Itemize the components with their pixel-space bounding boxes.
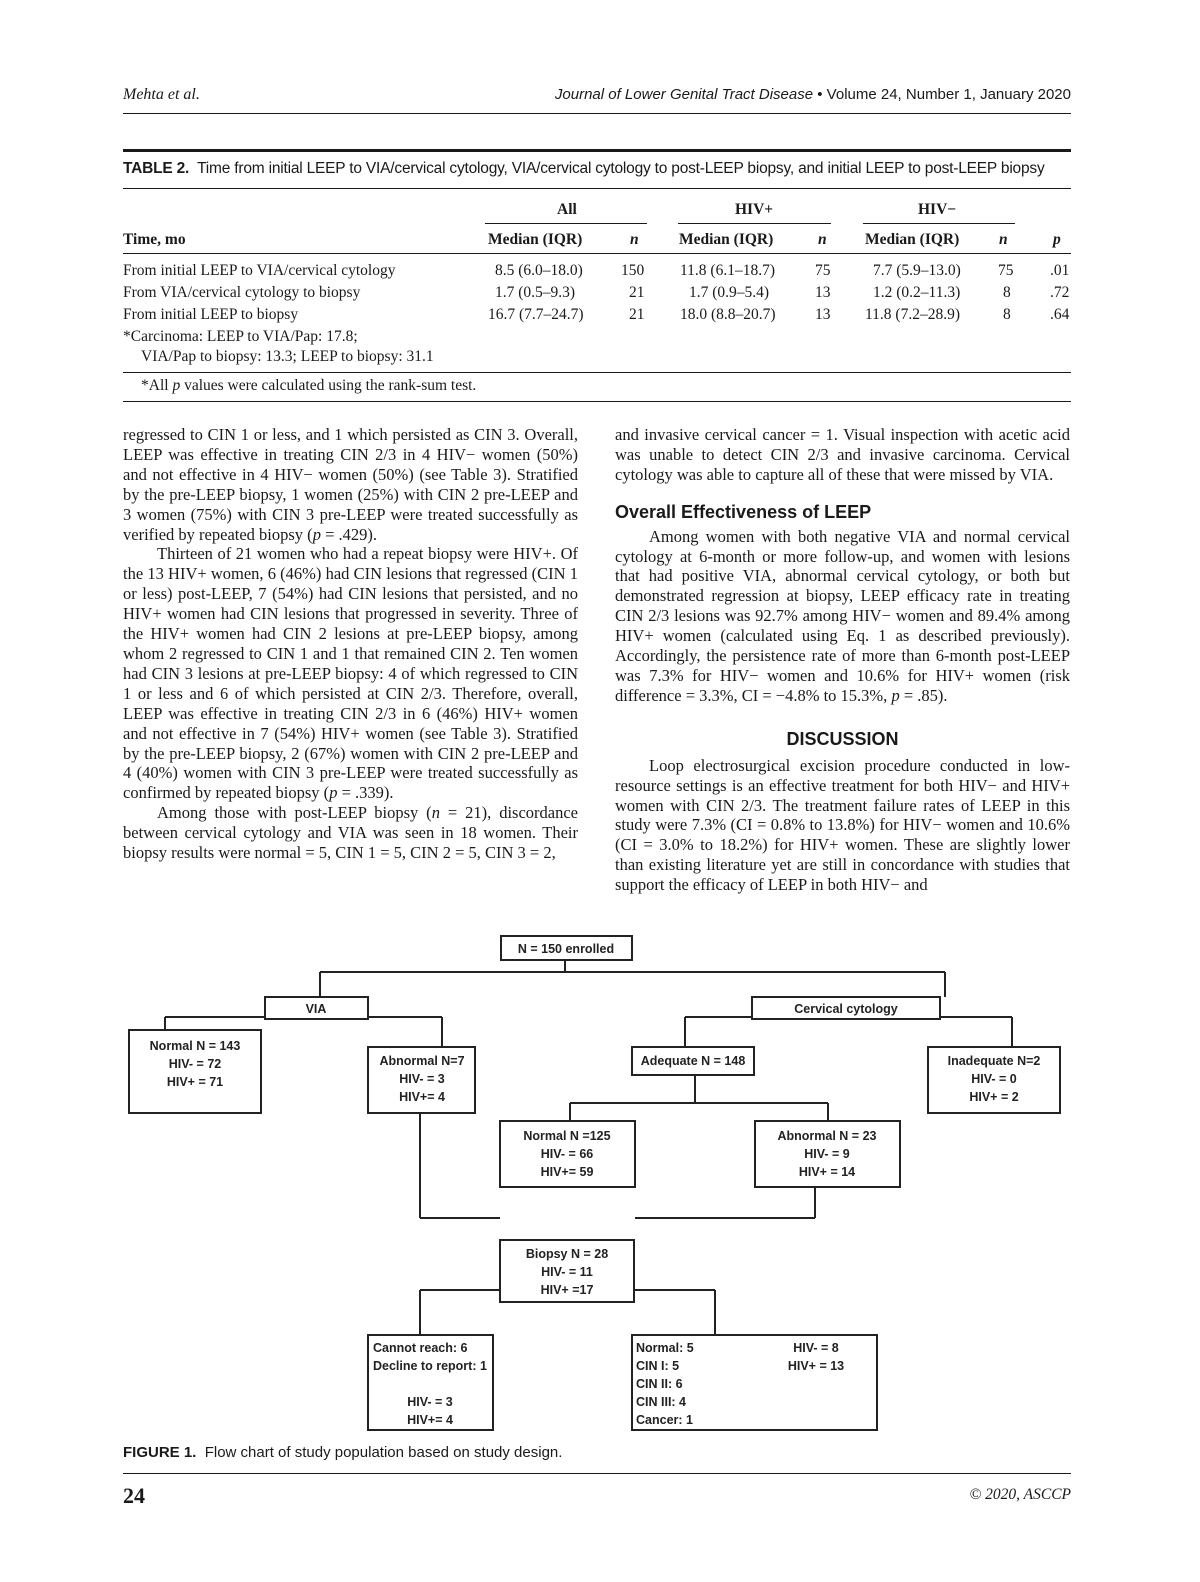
table-cell: 11.8 (6.1–18.7) bbox=[680, 262, 775, 279]
group-header-hiv-pos: HIV+ bbox=[735, 201, 774, 218]
column-header-neg-median: Median (IQR) bbox=[865, 231, 960, 248]
biopsy-result-line: Normal: 5 bbox=[636, 1341, 694, 1355]
bullet-separator: • bbox=[817, 86, 823, 103]
table-cell: 7.7 (5.9–13.0) bbox=[873, 262, 961, 279]
footer-rule bbox=[123, 1473, 1071, 1474]
table-cell: 1.7 (0.9–5.4) bbox=[689, 284, 770, 301]
table-cell: .01 bbox=[1050, 262, 1070, 279]
column-header-pos-n: n bbox=[818, 231, 827, 248]
table-cell: 75 bbox=[998, 262, 1014, 279]
header-rule bbox=[123, 113, 1071, 114]
table-row-label: From initial LEEP to VIA/cervical cytology bbox=[123, 262, 396, 279]
table-bottom-rule bbox=[123, 372, 1071, 373]
inadequate-line: Inadequate N=2 bbox=[947, 1054, 1041, 1068]
biopsy-result-hiv-line: HIV- = 8 bbox=[793, 1341, 839, 1355]
figure-caption bbox=[123, 1444, 562, 1461]
cytology-abnormal-line: Abnormal N = 23 bbox=[777, 1129, 877, 1143]
variable-p: p bbox=[312, 524, 321, 544]
paragraph bbox=[123, 803, 578, 863]
volume-info: Volume 24, Number 1, January 2020 bbox=[826, 86, 1071, 103]
adequate-text: Adequate N = 148 bbox=[640, 1054, 746, 1068]
column-header-p: p bbox=[1053, 231, 1061, 248]
table-cell: 1.2 (0.2–11.3) bbox=[873, 284, 961, 301]
header-body-rule bbox=[123, 253, 1071, 254]
via-abnormal-line: Abnormal N=7 bbox=[379, 1054, 465, 1068]
variable-p: p bbox=[329, 783, 338, 803]
cannot-reach-line: HIV- = 3 bbox=[407, 1395, 453, 1409]
inadequate-line: HIV- = 0 bbox=[971, 1072, 1017, 1086]
table-cell: 8 bbox=[1003, 284, 1011, 301]
left-column bbox=[123, 425, 578, 863]
biopsy-line: HIV- = 11 bbox=[541, 1265, 593, 1279]
table-cell: 18.0 (8.8–20.7) bbox=[680, 306, 776, 323]
paragraph bbox=[123, 425, 578, 544]
paragraph bbox=[123, 544, 578, 803]
table-cell: 8 bbox=[1003, 306, 1011, 323]
cytology-text: Cervical cytology bbox=[794, 1002, 898, 1016]
group-header-all: All bbox=[557, 201, 577, 218]
biopsy-result-hiv-line: HIV+ = 13 bbox=[787, 1359, 845, 1373]
cytology-normal-line: HIV- = 66 bbox=[540, 1147, 594, 1161]
paragraph-text: = .85). bbox=[899, 685, 948, 705]
inadequate-line: HIV+ = 2 bbox=[969, 1090, 1019, 1104]
table-cell: 1.7 (0.5–9.3) bbox=[495, 284, 576, 301]
biopsy-result-line: CIN II: 6 bbox=[636, 1377, 683, 1391]
cytology-normal-line: Normal N =125 bbox=[523, 1129, 611, 1143]
table-cell: .72 bbox=[1050, 284, 1070, 301]
via-abnormal-line: HIV- = 3 bbox=[399, 1072, 445, 1086]
cytology-abnormal-line: HIV- = 9 bbox=[804, 1147, 850, 1161]
cytology-normal-line: HIV+= 59 bbox=[540, 1165, 594, 1179]
table-label: TABLE 2. bbox=[123, 160, 190, 177]
flowchart bbox=[120, 925, 1070, 1435]
author-line: Mehta et al. bbox=[123, 86, 200, 103]
variable-p: p bbox=[891, 685, 900, 705]
via-normal-line: Normal N = 143 bbox=[149, 1039, 241, 1053]
table-cell: 150 bbox=[621, 262, 645, 279]
right-column bbox=[615, 425, 1070, 895]
paragraph-text: Among women with both negative VIA and normal cervical cytology at 6-month or more follow-up, and women with lesions that had positive VIA, abnormal cervical cytology, or both but demonstrated regression at biopsy, LEEP efficacy rate in treating CIN 2/3 lesions was 92.7% among HIV− women and 89.4% among HIV+ women (calculated using Eq. 1 as described previously). Accordingly, the persistence rate of more than 6-month post-LEEP was 7.3% for HIV− women and 10.6% for HIV+ women (risk difference = 3.3%, CI = −4.8% to 15.3%, bbox=[615, 526, 1070, 705]
enrolled-text: N = 150 enrolled bbox=[517, 942, 615, 956]
section-heading-effectiveness: Overall Effectiveness of LEEP bbox=[615, 501, 872, 522]
page-number: 24 bbox=[123, 1483, 145, 1508]
table-cell: 8.5 (6.0–18.0) bbox=[495, 262, 583, 279]
table-cell: 11.8 (7.2–28.9) bbox=[865, 306, 960, 323]
table-cell: .64 bbox=[1050, 306, 1070, 323]
journal-line bbox=[555, 86, 1071, 103]
group-rule-all bbox=[485, 223, 647, 224]
column-header-time: Time, mo bbox=[123, 231, 186, 248]
group-rule-hiv-neg bbox=[863, 223, 1015, 224]
paragraph-text: = .339). bbox=[337, 783, 394, 803]
paragraph-text: = .429). bbox=[320, 524, 377, 544]
paragraph: Loop electrosurgical excision procedure conducted in low-resource settings is an effective treatment for both HIV− and HIV+ women with CIN 2/3. The treatment failure rates of LEEP in this study were 7.3% (CI = 0.8% to 13.8%) for HIV− women and 10.6% (CI = 3.0% to 18.2%) for HIV+ women. These are slightly lower than existing literature yet are still in concordance with studies that support the efficacy of LEEP in both HIV− and bbox=[615, 755, 1070, 895]
table-cell: 21 bbox=[629, 306, 645, 323]
table-row-label: From VIA/cervical cytology to biopsy bbox=[123, 284, 361, 301]
paragraph-text: regressed to CIN 1 or less, and 1 which persisted as CIN 3. Overall, LEEP was effective in treating CIN 2/3 in 4 HIV− women (50%) and not effective in 4 HIV− women (50%) (see Table 3). Stratified by the pre-LEEP biopsy, 1 women (25%) with CIN 2 pre-LEEP and 3 women (75%) with CIN 3 pre-LEEP were treated successfully as verified by repeated biopsy ( bbox=[123, 425, 578, 544]
footnote-p: p bbox=[172, 377, 181, 394]
group-rule-hiv-pos bbox=[678, 223, 831, 224]
column-header-all-n: n bbox=[630, 231, 639, 248]
group-header-hiv-neg: HIV− bbox=[918, 201, 957, 218]
figure-caption-text: Flow chart of study population based on study design. bbox=[204, 1444, 563, 1461]
biopsy-line: Biopsy N = 28 bbox=[525, 1247, 609, 1261]
table-caption bbox=[123, 160, 1083, 178]
via-text: VIA bbox=[305, 1002, 327, 1016]
carcinoma-note-line2: VIA/Pap to biopsy: 13.3; LEEP to biopsy: 31.1 bbox=[141, 348, 434, 365]
via-abnormal-line: HIV+= 4 bbox=[399, 1090, 445, 1104]
table-cell: 13 bbox=[815, 306, 831, 323]
column-header-neg-n: n bbox=[999, 231, 1008, 248]
table-cell: 13 bbox=[815, 284, 831, 301]
table-top-rule bbox=[123, 149, 1071, 152]
paragraph-text: Thirteen of 21 women who had a repeat biopsy were HIV+. Of the 13 HIV+ women, 6 (46%) had CIN lesions that regressed (CIN 1 or less) post-LEEP, 7 (54%) had CIN lesions that persisted, and no HIV+ women had CIN lesions that progressed in severity. Three of the HIV+ women had CIN 2 lesions at pre-LEEP biopsy, among whom 2 regressed to CIN 1 and 1 that remained CIN 2. Ten women had CIN 3 lesions at pre-LEEP biopsy: 4 of which regressed to CIN 1 or less and 6 of which persisted at CIN 2/3. Therefore, overall, LEEP was effective in treating CIN 2/3 in 6 (46%) HIV+ women and not effective in 7 (54%) HIV+ women (see Table 3). Stratified by the pre-LEEP biopsy, 2 (67%) women with CIN 2 pre-LEEP and 4 (40%) women with CIN 3 pre-LEEP were treated successfully as confirmed by repeated biopsy ( bbox=[123, 544, 578, 803]
via-normal-line: HIV- = 72 bbox=[168, 1057, 222, 1071]
table-cell: 16.7 (7.7–24.7) bbox=[488, 306, 584, 323]
cannot-reach-line: HIV+= 4 bbox=[407, 1413, 453, 1427]
copyright-notice: © 2020, ASCCP bbox=[969, 1486, 1071, 1503]
figure-label: FIGURE 1. bbox=[123, 1444, 197, 1461]
running-header bbox=[123, 86, 1071, 108]
journal-name: Journal of Lower Genital Tract Disease bbox=[554, 86, 814, 103]
paragraph-text: = 21), discordance between cervical cytology and VIA was seen in 18 women. Their biopsy results were normal = 5, CIN 1 = 5, CIN 2 = 5, CIN 3 = 2, bbox=[123, 803, 578, 863]
cytology-abnormal-line: HIV+ = 14 bbox=[798, 1165, 856, 1179]
biopsy-result-line: CIN III: 4 bbox=[636, 1395, 687, 1409]
footnote-pre: *All bbox=[141, 377, 173, 394]
section-heading-discussion: DISCUSSION bbox=[786, 728, 899, 749]
paragraph-text: Among those with post-LEEP biopsy ( bbox=[157, 803, 432, 823]
footnote-post: values were calculated using the rank-sum test. bbox=[180, 377, 477, 394]
cannot-reach-line: Cannot reach: 6 bbox=[373, 1341, 468, 1355]
variable-n: n bbox=[431, 803, 440, 823]
paragraph: and invasive cervical cancer = 1. Visual inspection with acetic acid was unable to detect CIN 2/3 and invasive carcinoma. Cervical cytology was able to capture all of these that were missed by VIA. bbox=[615, 425, 1070, 484]
column-header-all-median: Median (IQR) bbox=[488, 231, 583, 248]
cannot-reach-line: Decline to report: 1 bbox=[373, 1359, 487, 1373]
caption-rule bbox=[123, 188, 1071, 189]
table-end-rule bbox=[123, 401, 1071, 402]
biopsy-line: HIV+ =17 bbox=[540, 1283, 594, 1297]
table-cell: 75 bbox=[815, 262, 831, 279]
table-footnote bbox=[141, 377, 476, 395]
biopsy-result-line: CIN I: 5 bbox=[636, 1359, 680, 1373]
table-cell: 21 bbox=[629, 284, 645, 301]
biopsy-result-line: Cancer: 1 bbox=[636, 1413, 693, 1427]
carcinoma-note-line1: *Carcinoma: LEEP to VIA/Pap: 17.8; bbox=[123, 328, 358, 345]
table-row-label: From initial LEEP to biopsy bbox=[123, 306, 299, 323]
via-normal-line: HIV+ = 71 bbox=[166, 1075, 224, 1089]
table-caption-text: Time from initial LEEP to VIA/cervical cytology, VIA/cervical cytology to post-LEEP biopsy, and initial LEEP to post-LEEP biopsy bbox=[197, 160, 1045, 177]
column-header-pos-median: Median (IQR) bbox=[679, 231, 774, 248]
paragraph bbox=[615, 527, 1070, 706]
